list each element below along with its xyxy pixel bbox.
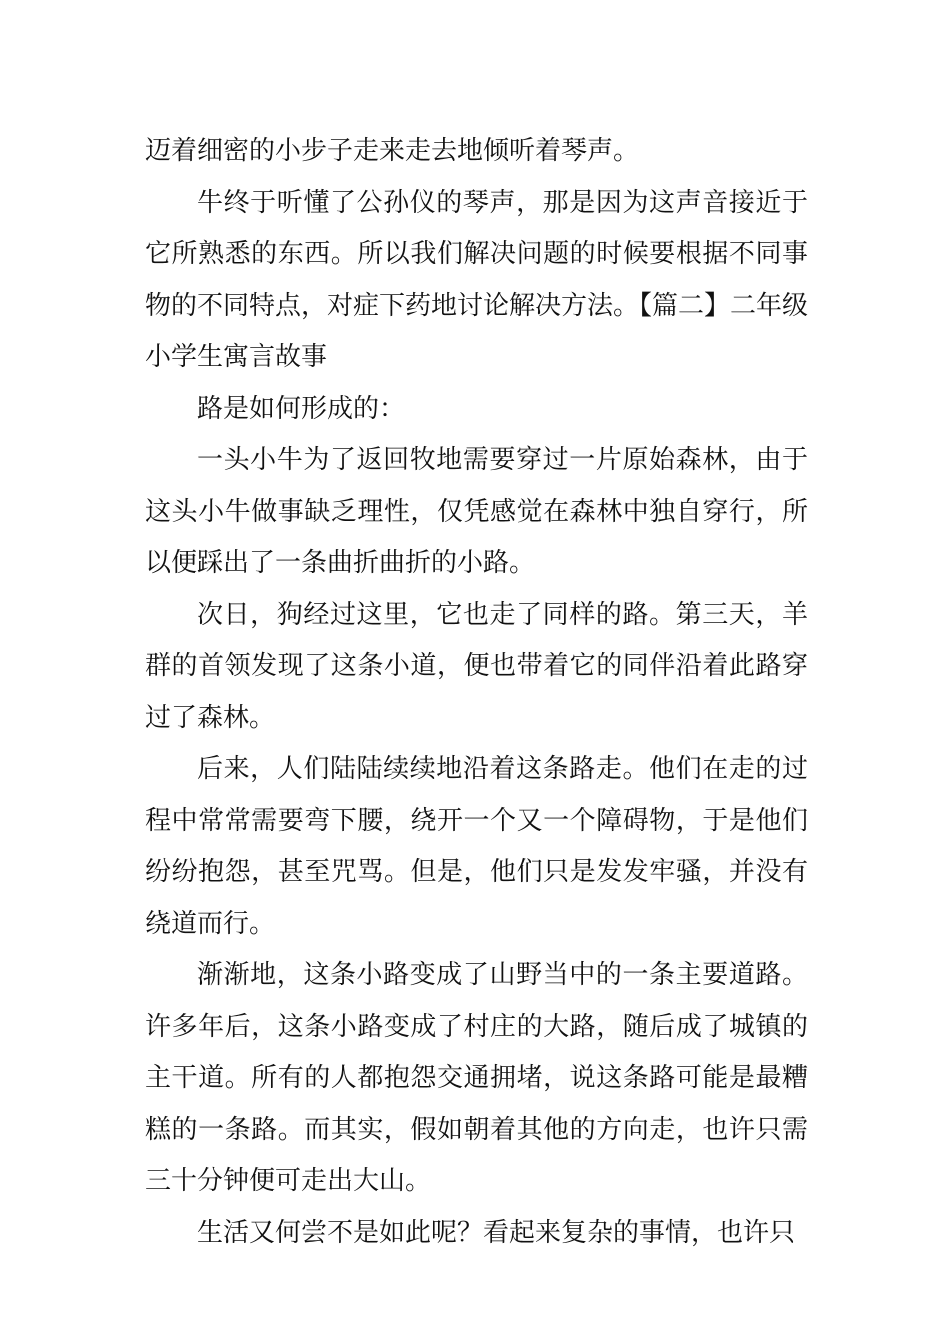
paragraph-7: 渐渐地，这条小路变成了山野当中的一条主要道路。许多年后，这条小路变成了村庄的大路，随后成了城镇的主干道。所有的人都抱怨交通拥堵，说这条路可能是最糟糕的一条路。而其实，假如朝着其他的方向走，也许只需三十分钟便可走出大山。	[145, 960, 808, 1196]
paragraph-3: 路是如何形成的：	[197, 393, 406, 424]
paragraph-2: 牛终于听懂了公孙仪的琴声，那是因为这声音接近于它所熟悉的东西。所以我们解决问题的时候要根据不同事物的不同特点，对症下药地讨论解决方法。【篇二】二年级小学生寓言故事	[145, 187, 809, 372]
paragraph-1: 迈着细密的小步子走来走去地倾听着琴声。	[145, 136, 640, 166]
document-body	[145, 126, 808, 1259]
paragraph-5: 次日，狗经过这里，它也走了同样的路。第三天，羊群的首领发现了这条小道，便也带着它的同伴沿着此路穿过了森林。	[145, 599, 808, 733]
paragraph-6: 后来，人们陆陆续续地沿着这条路走。他们在走的过程中常常需要弯下腰，绕开一个又一个障碍物，于是他们纷纷抱怨，甚至咒骂。但是，他们只是发发牢骚，并没有绕道而行。	[145, 754, 808, 939]
paragraph-4: 一头小牛为了返回牧地需要穿过一片原始森林，由于这头小牛做事缺乏理性，仅凭感觉在森林中独自穿行，所以便踩出了一条曲折曲折的小路。	[145, 445, 808, 578]
paragraph-8: 生活又何尝不是如此呢？看起来复杂的事情，也许只	[197, 1217, 796, 1248]
